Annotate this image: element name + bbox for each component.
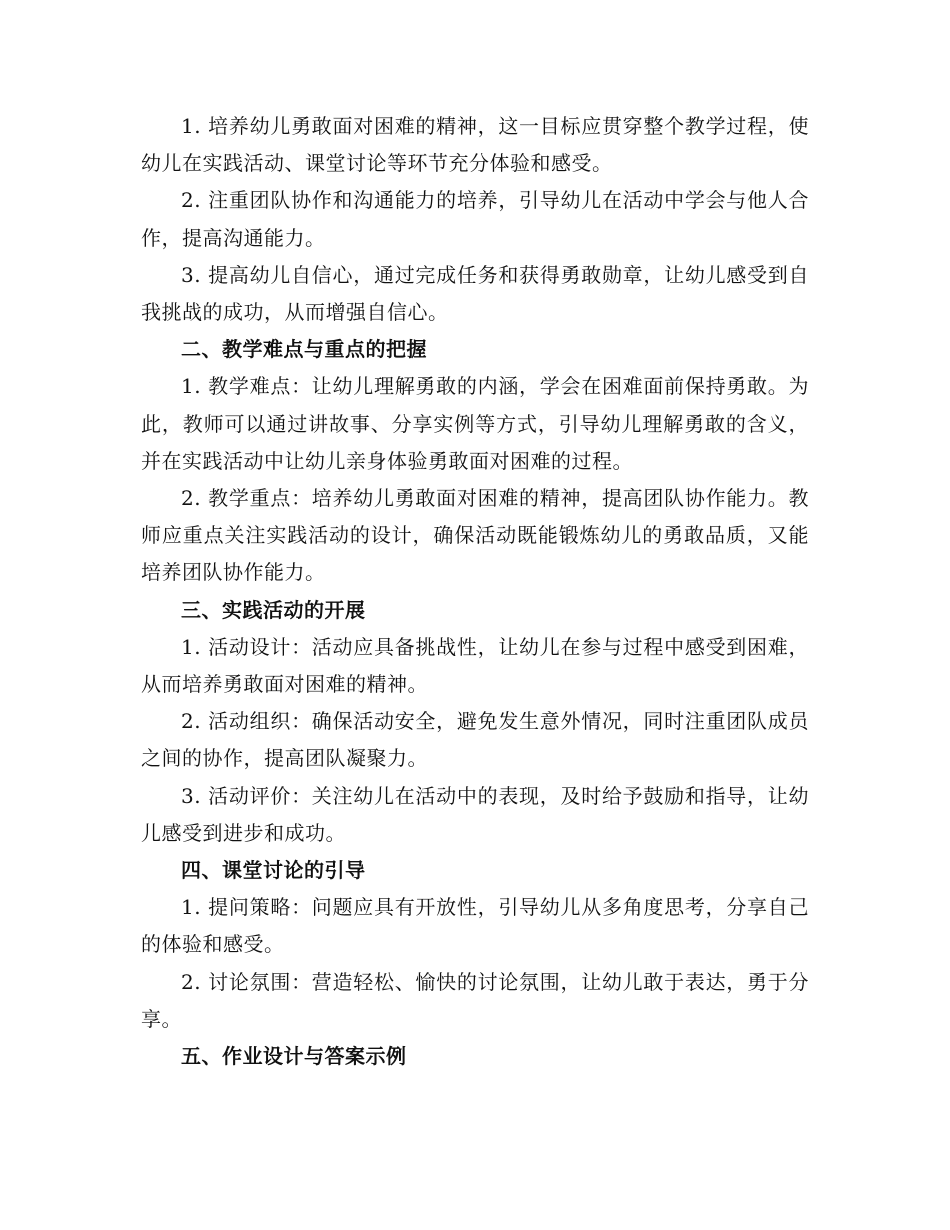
activity-organization-paragraph: 2. 活动组织：确保活动安全，避免发生意外情况，同时注重团队成员之间的协作，提高团队凝聚力。 <box>141 709 809 771</box>
section-heading-3: 三、实践活动的开展 <box>181 597 366 622</box>
difficulty-paragraph: 1. 教学难点：让幼儿理解勇敢的内涵，学会在困难面前保持勇敢。为此，教师可以通过讲故事、分享实例等方式，引导幼儿理解勇敢的含义，并在实践活动中让幼儿亲身体验勇敢面对困难的过程。 <box>141 374 809 473</box>
activity-design-paragraph: 1. 活动设计：活动应具备挑战性，让幼儿在参与过程中感受到困难，从而培养勇敢面对困难的精神。 <box>141 634 809 697</box>
key-point-paragraph: 2. 教学重点：培养幼儿勇敢面对困难的精神，提高团队协作能力。教师应重点关注实践活动的设计，确保活动既能锻炼幼儿的勇敢品质，又能培养团队协作能力。 <box>141 486 809 585</box>
section-heading-5: 五、作业设计与答案示例 <box>181 1044 407 1069</box>
activity-evaluation-paragraph: 3. 活动评价：关注幼儿在活动中的表现，及时给予鼓励和指导，让幼儿感受到进步和成功。 <box>141 783 809 845</box>
document-page <box>141 108 809 1075</box>
section-heading-2: 二、教学难点与重点的把握 <box>181 337 427 362</box>
goal-paragraph-3: 3. 提高幼儿自信心，通过完成任务和获得勇敢勋章，让幼儿感受到自我挑战的成功，从而增强自信心。 <box>141 262 809 325</box>
goal-paragraph-2: 2. 注重团队协作和沟通能力的培养，引导幼儿在活动中学会与他人合作，提高沟通能力。 <box>141 188 809 250</box>
section-heading-4: 四、课堂讨论的引导 <box>181 858 366 883</box>
goal-paragraph-1: 1. 培养幼儿勇敢面对困难的精神，这一目标应贯穿整个教学过程，使幼儿在实践活动、课堂讨论等环节充分体验和感受。 <box>141 114 809 176</box>
discussion-atmosphere-paragraph: 2. 讨论氛围：营造轻松、愉快的讨论氛围，让幼儿敢于表达，勇于分享。 <box>141 969 809 1031</box>
question-strategy-paragraph: 1. 提问策略：问题应具有开放性，引导幼儿从多角度思考，分享自己的体验和感受。 <box>141 895 809 957</box>
